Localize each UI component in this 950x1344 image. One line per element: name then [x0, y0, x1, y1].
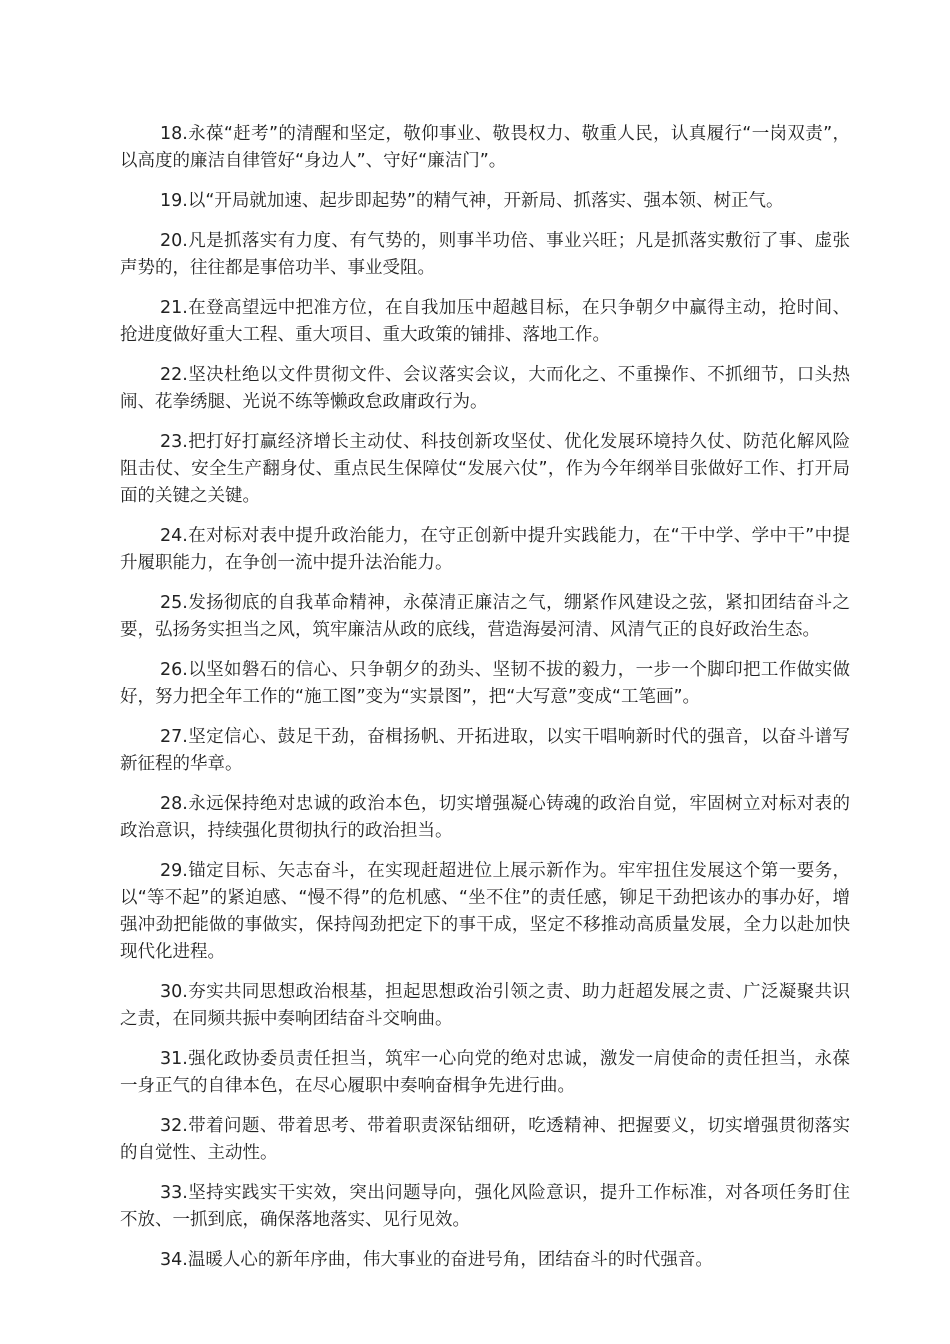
paragraph-23: 23.把打好打赢经济增长主动仗、科技创新攻坚仗、优化发展环境持久仗、防范化解风险阻击仗、安全生产翻身仗、重点民生保障仗“发展六仗”，作为今年纲举目张做好工作、打开局面的关键之关键。 [120, 432, 850, 506]
paragraph-31: 31.强化政协委员责任担当，筑牢一心向党的绝对忠诚，激发一肩使命的责任担当，永葆一身正气的自律本色，在尽心履职中奏响奋楫争先进行曲。 [120, 1049, 850, 1096]
document-body [120, 121, 850, 1287]
paragraph-26: 26.以坚如磐石的信心、只争朝夕的劲头、坚韧不拔的毅力，一步一个脚印把工作做实做好，努力把全年工作的“施工图”变为“实景图”，把“大写意”变成“工笔画”。 [120, 660, 850, 707]
paragraph-30: 30.夯实共同思想政治根基，担起思想政治引领之责、助力赶超发展之责、广泛凝聚共识之责，在同频共振中奏响团结奋斗交响曲。 [120, 982, 850, 1029]
paragraph-18: 18.永葆“赶考”的清醒和坚定，敬仰事业、敬畏权力、敬重人民，认真履行“一岗双责”，以高度的廉洁自律管好“身边人”、守好“廉洁门”。 [120, 124, 850, 171]
paragraph-32: 32.带着问题、带着思考、带着职责深钻细研，吃透精神、把握要义，切实增强贯彻落实的自觉性、主动性。 [120, 1116, 850, 1163]
paragraph-24: 24.在对标对表中提升政治能力，在守正创新中提升实践能力，在“干中学、学中干”中提升履职能力，在争创一流中提升法治能力。 [120, 526, 850, 573]
paragraph-19: 19.以“开局就加速、起步即起势”的精气神，开新局、抓落实、强本领、树正气。 [160, 191, 784, 211]
paragraph-20: 20.凡是抓落实有力度、有气势的，则事半功倍、事业兴旺；凡是抓落实敷衍了事、虚张声势的，往往都是事倍功半、事业受阻。 [120, 231, 850, 278]
paragraph-29: 29.锚定目标、矢志奋斗，在实现赶超进位上展示新作为。牢牢扭住发展这个第一要务，以“等不起”的紧迫感、“慢不得”的危机感、“坐不住”的责任感，铆足干劲把该办的事办好，增强冲劲把能做的事做实，保持闯劲把定下的事干成，坚定不移推动高质量发展，全力以赴加快现代化进程。 [120, 861, 850, 962]
paragraph-25: 25.发扬彻底的自我革命精神，永葆清正廉洁之气，绷紧作风建设之弦，紧扣团结奋斗之要，弘扬务实担当之风，筑牢廉洁从政的底线，营造海晏河清、风清气正的良好政治生态。 [120, 593, 850, 640]
paragraph-22: 22.坚决杜绝以文件贯彻文件、会议落实会议，大而化之、不重操作、不抓细节，口头热闹、花拳绣腿、光说不练等懒政怠政庸政行为。 [120, 365, 850, 412]
paragraph-34: 34.温暖人心的新年序曲，伟大事业的奋进号角，团结奋斗的时代强音。 [160, 1250, 713, 1270]
paragraph-27: 27.坚定信心、鼓足干劲，奋楫扬帆、开拓进取，以实干唱响新时代的强音，以奋斗谱写新征程的华章。 [120, 727, 850, 774]
paragraph-28: 28.永远保持绝对忠诚的政治本色，切实增强凝心铸魂的政治自觉，牢固树立对标对表的政治意识，持续强化贯彻执行的政治担当。 [120, 794, 850, 841]
paragraph-21: 21.在登高望远中把准方位，在自我加压中超越目标，在只争朝夕中赢得主动，抢时间、抢进度做好重大工程、重大项目、重大政策的铺排、落地工作。 [120, 298, 850, 345]
paragraph-33: 33.坚持实践实干实效，突出问题导向，强化风险意识，提升工作标准，对各项任务盯住不放、一抓到底，确保落地落实、见行见效。 [120, 1183, 850, 1230]
